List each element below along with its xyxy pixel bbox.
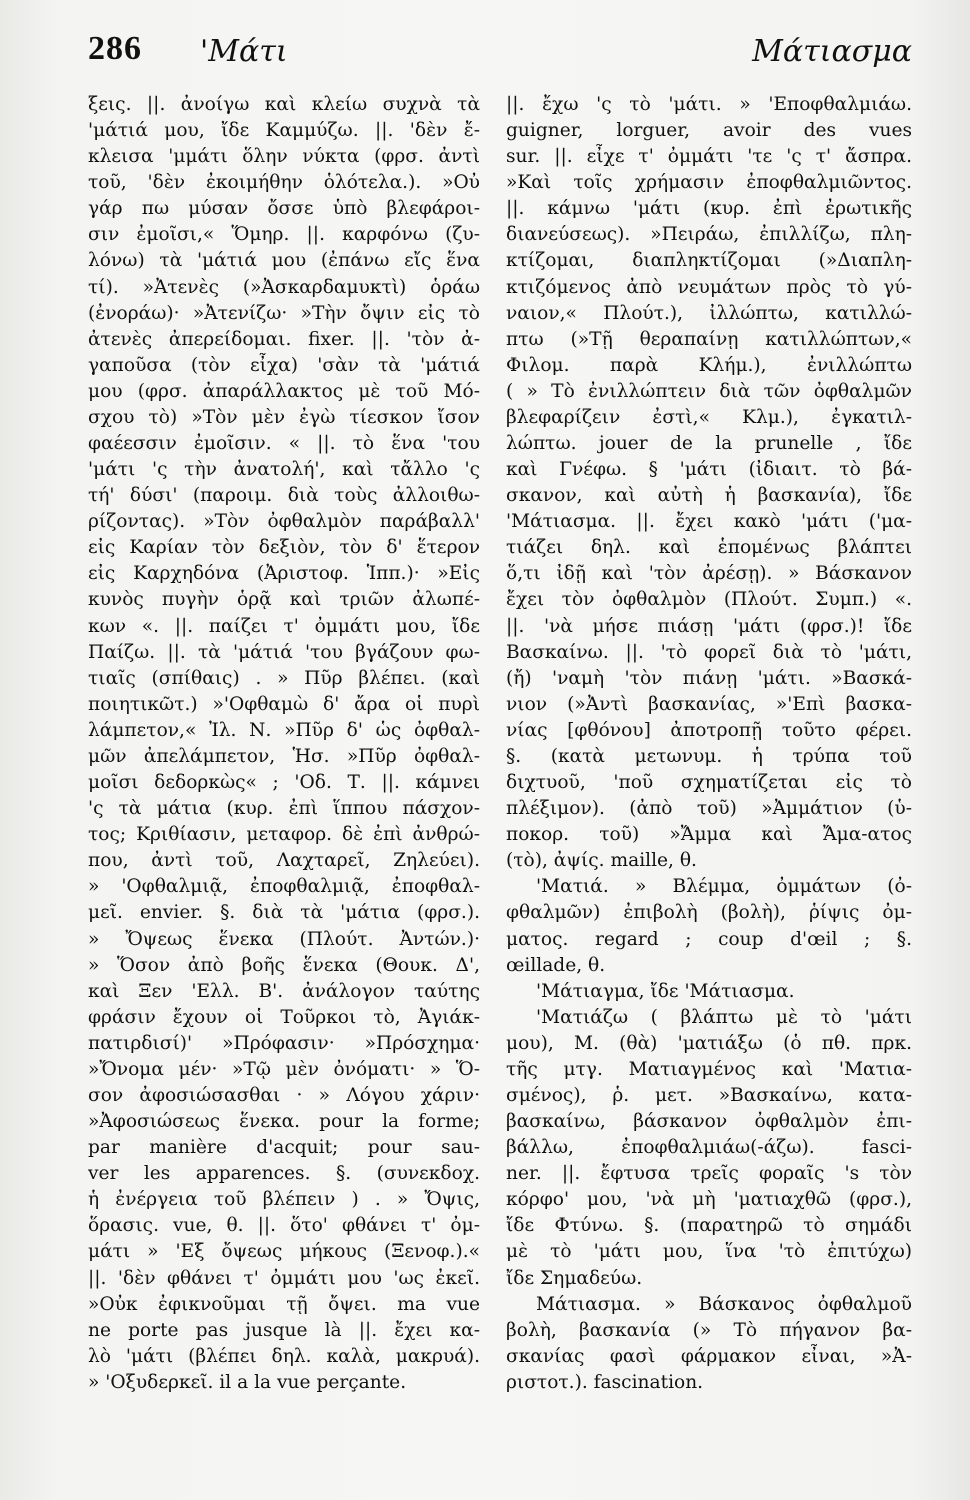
text-line: Παίζω. ||. τὰ 'μάτιά 'του βγάζουν φω-	[88, 641, 480, 663]
text-line: πτω (»Τῇ θεραπαίνῃ κατιλλώπτων,«	[506, 328, 912, 350]
text-line: νίας [φθόνου] ἀποτροπῇ τοῦτο φέρει.	[506, 719, 912, 741]
text-line: πλέξιμον). (ἀπὸ τοῦ) »Ἀμμάτιον (ὑ-	[506, 798, 912, 820]
text-line: κόρφο' μου, 'νὰ μὴ 'ματιαχθῶ (φρσ.),	[506, 1189, 912, 1211]
text-line: 'μάτι 'ς τὴν ἀνατολή', καὶ τἄλλο 'ς	[88, 459, 480, 481]
text-line: »Οὐκ ἐφικνοῦμαι τῇ ὄψει. ma vue	[88, 1293, 480, 1315]
text-line: διανεύσεως). »Πειράω, ἐπιλλίζω, πλη-	[506, 224, 912, 246]
text-line: ὅ,τι ἰδῇ καὶ 'τὸν ἀρέσῃ). » Βάσκανον	[506, 563, 912, 585]
text-line: κυνὸς πυγὴν ὁρᾷ καὶ τριῶν ἀλωπέ-	[88, 589, 480, 611]
text-line: ναιον,« Πλούτ.), ἰλλώπτω, κατιλλώ-	[506, 302, 912, 324]
text-line: » Ὅσον ἀπὸ βοῆς ἕνεκα (Θουκ. Δ',	[88, 954, 480, 976]
text-line: βλεφαρίζειν ἐστὶ,« Κλμ.), ἐγκατιλ-	[506, 406, 912, 428]
text-line: §. (κατὰ μετωνυμ. ἡ τρύπα τοῦ	[506, 745, 912, 767]
text-line: τιάζει δηλ. καὶ ἑπομένως βλάπτει	[506, 537, 912, 559]
text-line: εἰς Καρχηδόνα (Ἀριστοφ. Ἱππ.)· »Εἰς	[88, 563, 480, 585]
text-line: πατιρδισί)' »Πρόφασιν· »Πρόσχημα·	[88, 1032, 480, 1054]
text-line: 'Ματιά. » Βλέμμα, ὀμμάτων (ὀ-	[536, 876, 912, 898]
text-line: » 'Οξυδερκεῖ. il a la vue perçante.	[88, 1371, 407, 1393]
text-line: ἴδε Φτύνω. §. (παρατηρῶ τὸ σημάδι	[506, 1215, 912, 1237]
text-line: ver les apparences. §. (συνεκδοχ.	[88, 1163, 480, 1185]
text-line: ποκορ. τοῦ) »Ἄμμα καὶ Ἄμα-ατος	[506, 824, 912, 846]
text-line: 'ς τὰ μάτια (κυρ. ἐπὶ ἵππου πάσχον-	[88, 798, 480, 820]
text-line: ἴδε Σημαδεύω.	[506, 1267, 643, 1289]
text-line: καὶ Γνέφω. § 'μάτι (ἰδιαιτ. τὸ βά-	[506, 459, 912, 481]
text-line: φράσιν ἔχουν οἱ Τοῦρκοι τὸ, Ἀγιάκ-	[88, 1006, 480, 1028]
text-line: τος; Κριθίασιν, μεταφορ. δὲ ἐπὶ ἀνθρώ-	[88, 824, 480, 846]
text-line: τῆς μτγ. Ματιαγμένος καὶ 'Ματια-	[506, 1058, 912, 1080]
text-line: »Ἀφοσιώσεως ἕνεκα. pour la forme;	[88, 1111, 480, 1133]
text-line: που, ἀντὶ τοῦ, Λαχταρεῖ, Ζηλεύει).	[88, 850, 480, 872]
text-line: par manière d'acquit; pour sau-	[88, 1137, 480, 1159]
text-line: Φιλομ. παρὰ Κλήμ.), ἐνιλλώπτω	[506, 354, 912, 376]
text-line: (ἤ) 'ναμὴ 'τὸν πιάνῃ 'μάτι. »Βασκά-	[506, 667, 912, 689]
text-line: λόνω) τὰ 'μάτιά μου (ἐπάνω εἴς ἕνα	[88, 250, 480, 272]
right-running-head: Μάτιασμα	[752, 34, 912, 69]
text-line: » Ὄψεως ἕνεκα (Πλούτ. Ἀντών.)·	[88, 928, 480, 950]
text-line: ||. 'δὲν φθάνει τ' ὀμμάτι μου 'ως ἐκεῖ.	[88, 1267, 480, 1289]
text-line: ματος. regard ; coup d'œil ; §.	[506, 928, 912, 950]
left-column	[88, 92, 480, 1396]
text-line: ἔχει τὸν ὀφθαλμὸν (Πλούτ. Συμπ.) «.	[506, 589, 912, 611]
text-line: βάλλω, ἐποφθαλμιάω(-άζω). fasci-	[506, 1137, 912, 1159]
right-column	[506, 92, 912, 1396]
page-header	[88, 30, 912, 80]
text-line: τιαῖς (σπίθαις) . » Πῦρ βλέπει. (καὶ	[88, 667, 480, 689]
text-line: 'Μάτιαγμα, ἴδε 'Μάτιασμα.	[536, 980, 795, 1002]
text-line: σον ἀφοσιώσασθαι · » Λόγου χάριν·	[88, 1084, 480, 1106]
text-line: σχου τὸ) »Τὸν μὲν ἐγὼ τίεσκον ἴσον	[88, 406, 480, 428]
text-line: »Ὄνομα μέν· »Τῷ μὲν ὀνόματι· » Ὅ-	[88, 1058, 480, 1080]
text-line: (τὸ), ἀψίς. maille, θ.	[506, 850, 697, 872]
text-line: »Καὶ τοῖς χρήμασιν ἐποφθαλμιῶντος.	[506, 172, 912, 194]
text-line: λώπτω. jouer de la prunelle , ἴδε	[506, 433, 912, 455]
text-line: κτίζομαι, διαπληκτίζομαι (»Διαπλη-	[506, 250, 912, 272]
text-line: ξεις. ||. ἀνοίγω καὶ κλείω συχνὰ τὰ	[88, 94, 480, 115]
page-number: 286	[88, 30, 142, 67]
text-line: ριστοτ.). fascination.	[506, 1371, 704, 1393]
text-line: œillade, θ.	[506, 954, 606, 976]
text-line: κτιζόμενος ἀπὸ νευμάτων πρὸς τὸ γύ-	[506, 276, 912, 298]
text-line: ὅρασις. vue, θ. ||. ὅτο' φθάνει τ' ὀμ-	[88, 1215, 480, 1237]
text-line: μοῖσι δεδορκὼς« ; 'Οδ. Τ. ||. κάμνει	[88, 772, 480, 794]
text-line: 'μάτιά μου, ἴδε Καμμύζω. ||. 'δὲν ἔ-	[88, 120, 480, 142]
text-line: βολὴ, βασκανία (» Τὸ πήγανον βα-	[506, 1319, 912, 1341]
text-line: σκανίας φασὶ φάρμακον εἶναι, »Ἀ-	[506, 1345, 912, 1367]
text-line: νιον (»Ἀντὶ βασκανίας, »'Επὶ βασκα-	[506, 693, 912, 715]
text-line: ||. ἔχω 'ς τὸ 'μάτι. » 'Εποφθαλμιάω.	[506, 94, 912, 115]
text-line: τή' δύσι' (παροιμ. διὰ τοὺς ἀλλοιθω-	[88, 485, 480, 507]
text-line: ( » Τὸ ἐνιλλώπτειν διὰ τῶν ὀφθαλμῶν	[506, 380, 912, 402]
text-line: γαποῦσα (τὸν εἶχα) 'σὰν τὰ 'μάτιά	[88, 354, 480, 376]
text-line: μὲ τὸ 'μάτι μου, ἵνα 'τὸ ἐπιτύχω)	[506, 1241, 912, 1263]
text-line: sur. ||. εἶχε τ' ὀμμάτι 'τε 'ς τ' ἄσπρα.	[506, 146, 912, 168]
text-line: Βασκαίνω. ||. 'τὸ φορεῖ διὰ τὸ 'μάτι,	[506, 641, 912, 663]
text-line: ne porte pas jusque là ||. ἔχει κα-	[88, 1319, 480, 1341]
text-line: ||. 'νὰ μήσε πιάσῃ 'μάτι (φρσ.)! ἴδε	[506, 615, 912, 637]
text-line: σιν ἐμοῖσι,« Ὅμηρ. ||. καρφόνω (ζυ-	[88, 224, 480, 246]
text-line: μεῖ. envier. §. διὰ τὰ 'μάτια (φρσ.).	[88, 902, 480, 924]
text-line: βασκαίνω, βάσκανον ὀφθαλμὸν ἐπι-	[506, 1111, 912, 1133]
text-line: (ἐνοράω)· »Ἀτενίζω· »Τὴν ὄψιν εἰς τὸ	[88, 302, 480, 324]
text-line: Μάτιασμα. » Βάσκανος ὀφθαλμοῦ	[536, 1293, 912, 1315]
text-line: τοῦ, 'δὲν ἐκοιμήθην ὁλότελα.). »Οὐ	[88, 172, 480, 194]
left-running-head: 'Μάτι	[200, 34, 288, 69]
text-line: διχτυοῦ, 'ποῦ σχηματίζεται εἰς τὸ	[506, 772, 912, 794]
text-line: μάτι » 'Εξ ὄψεως μήκους (Ξενοφ.).«	[88, 1241, 480, 1263]
text-line: » 'Οφθαλμιᾷ, ἐποφθαλμιᾷ, ἐποφθαλ-	[88, 876, 480, 898]
text-line: λὸ 'μάτι (βλέπει δηλ. καλὰ, μακρυά).	[88, 1345, 480, 1367]
text-line: 'Μάτιασμα. ||. ἔχει κακὸ 'μάτι ('μα-	[506, 511, 912, 533]
text-line: ρίζοντας). »Τὸν ὀφθαλμὸν παράβαλλ'	[88, 511, 480, 533]
text-line: ner. ||. ἔφτυσα τρεῖς φοραῖς 's τὸν	[506, 1163, 912, 1185]
text-line: ἀτενὲς ἀπερείδομαι. fixer. ||. 'τὸν ἀ-	[88, 328, 480, 350]
text-line: φαέεσσιν ἐμοῖσιν. « ||. τὸ ἕνα 'του	[88, 433, 480, 455]
text-line: 'Ματιάζω ( βλάπτω μὲ τὸ 'μάτι	[536, 1006, 912, 1028]
text-line: κων «. ||. παίζει τ' ὀμμάτι μου, ἴδε	[88, 615, 480, 637]
text-line: guigner, lorguer, avoir des vues	[506, 120, 912, 142]
text-line: σμένος), ῥ. μετ. »Βασκαίνω, κατα-	[506, 1084, 912, 1106]
text-line: φθαλμῶν) ἐπιβολὴ (βολὴ), ῥίψις ὀμ-	[506, 902, 912, 924]
text-line: μου (φρσ. ἀπαράλλακτος μὲ τοῦ Μό-	[88, 380, 480, 402]
text-line: κλεισα 'μμάτι ὅλην νύκτα (φρσ. ἀντὶ	[88, 146, 480, 168]
text-line: γάρ πω μύσαν ὄσσε ὑπὸ βλεφάροι-	[88, 198, 480, 220]
text-line: ποιητικῶτ.) »'Οφθαμὼ δ' ἄρα οἱ πυρὶ	[88, 693, 480, 715]
text-line: μου), Μ. (θὰ) 'ματιάξω (ὁ πθ. πρκ.	[506, 1032, 912, 1054]
text-line: ἡ ἐνέργεια τοῦ βλέπειν ) . » Ὄψις,	[88, 1189, 480, 1211]
text-line: εἰς Καρίαν τὸν δεξιὸν, τὸν δ' ἕτερον	[88, 537, 480, 559]
text-line: λάμπετον,« Ἰλ. Ν. »Πῦρ δ' ὡς ὀφθαλ-	[88, 719, 480, 741]
text-line: τί). »Ἀτενὲς (»Ἀσκαρδαμυκτὶ) ὁράω	[88, 276, 480, 298]
text-line: ||. κάμνω 'μάτι (κυρ. ἐπὶ ἐρωτικῆς	[506, 198, 912, 220]
text-line: καὶ Ξεν 'Ελλ. Β'. ἀνάλογον ταύτης	[88, 980, 480, 1002]
text-line: μῶν ἀπελάμπετον, Ἡσ. »Πῦρ ὀφθαλ-	[88, 745, 480, 767]
text-line: σκανον, καὶ αὐτὴ ἡ βασκανία), ἴδε	[506, 485, 912, 507]
